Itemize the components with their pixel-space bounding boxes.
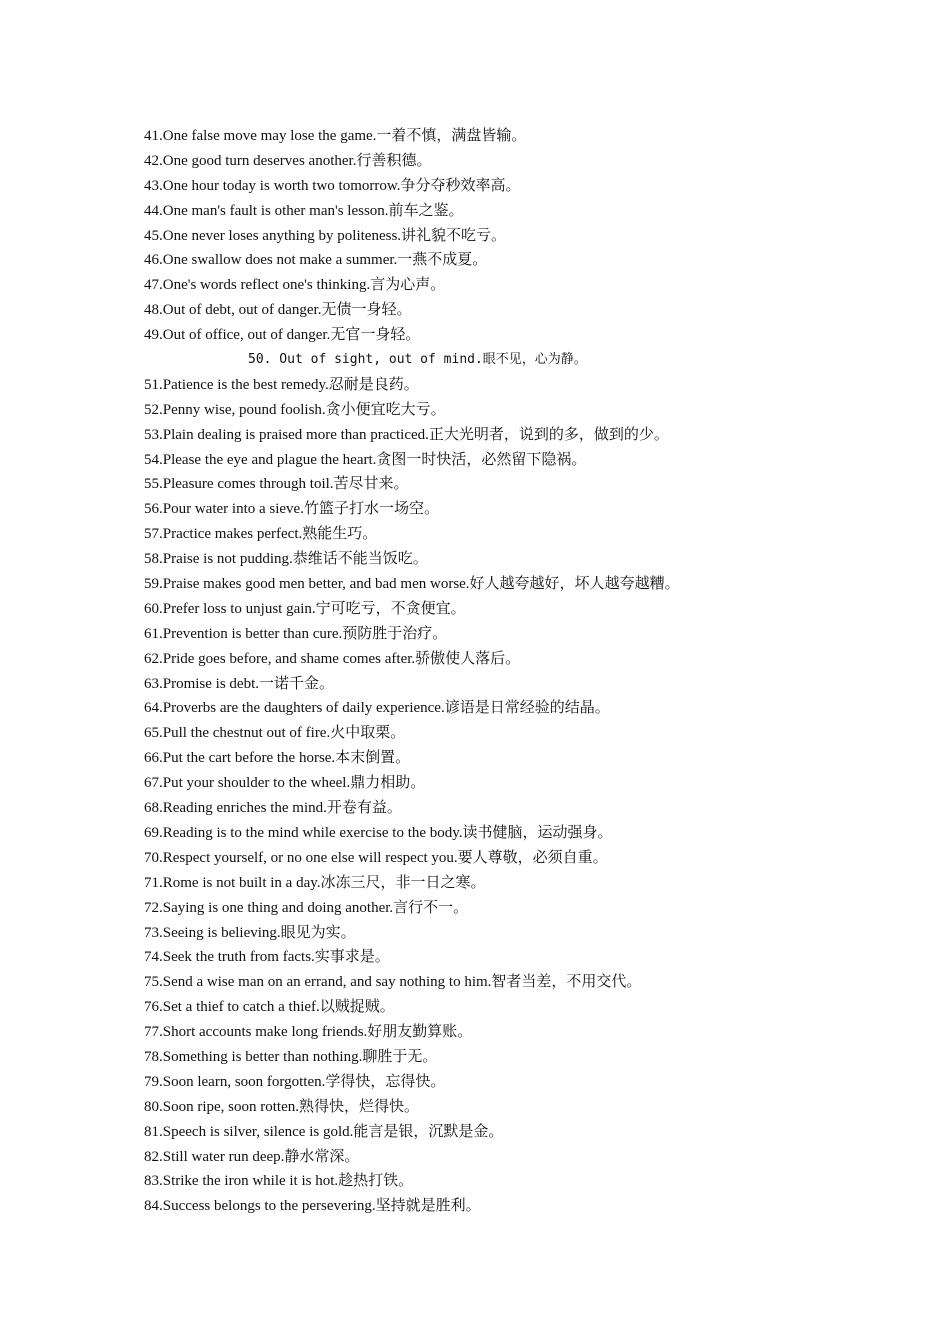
proverb-line: 58.Praise is not pudding.恭维话不能当饭吃。	[144, 551, 428, 568]
proverb-line: 56.Pour water into a sieve.竹篮子打水一场空。	[144, 501, 439, 518]
proverb-line: 62.Pride goes before, and shame comes after.骄傲使人落后。	[144, 650, 521, 667]
proverb-line: 83.Strike the iron while it is hot.趁热打铁。	[144, 1173, 414, 1190]
proverb-line: 49.Out of office, out of danger.无官一身轻。	[144, 327, 421, 344]
proverb-line: 69.Reading is to the mind while exercise to the body.读书健脑，运动强身。	[144, 824, 613, 841]
proverb-line: 73.Seeing is believing.眼见为实。	[144, 924, 356, 941]
proverb-line: 77.Short accounts make long friends.好朋友勤算账。	[144, 1024, 473, 1041]
proverb-line: 67.Put your shoulder to the wheel.鼎力相助。	[144, 775, 426, 792]
proverb-line: 81.Speech is silver, silence is gold.能言是银，沉默是金。	[144, 1123, 504, 1140]
proverb-line: 60.Prefer loss to unjust gain.宁可吃亏，不贪便宜。	[144, 600, 466, 617]
proverb-line: 70.Respect yourself, or no one else will respect you.要人尊敬，必须自重。	[144, 849, 608, 866]
proverb-line: 43.One hour today is worth two tomorrow.争分夺秒效率高。	[144, 177, 521, 194]
proverb-line: 78.Something is better than nothing.聊胜于无。	[144, 1048, 438, 1065]
proverb-line: 48.Out of debt, out of danger.无债一身轻。	[144, 302, 412, 319]
proverb-line: 61.Prevention is better than cure.预防胜于治疗。	[144, 625, 448, 642]
proverb-line: 82.Still water run deep.静水常深。	[144, 1148, 360, 1165]
proverb-line: 64.Proverbs are the daughters of daily experience.谚语是日常经验的结晶。	[144, 700, 610, 717]
proverb-line: 54.Please the eye and plague the heart.贪图一时快活，必然留下隐祸。	[144, 451, 587, 468]
proverb-line: 42.One good turn deserves another.行善积德。	[144, 152, 432, 169]
proverb-line: 74.Seek the truth from facts.实事求是。	[144, 949, 390, 966]
proverb-line: 79.Soon learn, soon forgotten.学得快，忘得快。	[144, 1073, 446, 1090]
proverb-line: 65.Pull the chestnut out of fire.火中取栗。	[144, 725, 406, 742]
proverb-line: 66.Put the cart before the horse.本末倒置。	[144, 750, 411, 767]
proverb-line: 59.Praise makes good men better, and bad men worse.好人越夸越好，坏人越夸越糟。	[144, 576, 680, 593]
proverb-line: 71.Rome is not built in a day.冰冻三尺，非一日之寒。	[144, 874, 486, 891]
proverb-line: 47.One's words reflect one's thinking.言为心声。	[144, 277, 446, 294]
proverb-line: 57.Practice makes perfect.熟能生巧。	[144, 526, 378, 543]
proverb-line: 84.Success belongs to the persevering.坚持就是胜利。	[144, 1198, 481, 1215]
proverb-line: 76.Set a thief to catch a thief.以贼捉贼。	[144, 999, 395, 1016]
proverb-list	[144, 124, 924, 1219]
proverb-line: 51.Patience is the best remedy.忍耐是良药。	[144, 376, 419, 393]
proverb-line: 44.One man's fault is other man's lesson.前车之鉴。	[144, 202, 464, 219]
proverb-line: 55.Pleasure comes through toil.苦尽甘来。	[144, 476, 409, 493]
proverb-line: 46.One swallow does not make a summer.一燕不成夏。	[144, 252, 488, 269]
proverb-line: 63.Promise is debt.一诺千金。	[144, 675, 334, 692]
proverb-line: 80.Soon ripe, soon rotten.熟得快，烂得快。	[144, 1098, 419, 1115]
proverb-line: 45.One never loses anything by politeness.讲礼貌不吃亏。	[144, 227, 507, 244]
proverb-line: 53.Plain dealing is praised more than practiced.正大光明者，说到的多，做到的少。	[144, 426, 669, 443]
proverb-line: 68.Reading enriches the mind.开卷有益。	[144, 800, 402, 817]
proverb-line: 72.Saying is one thing and doing another.言行不一。	[144, 899, 469, 916]
proverb-line: 52.Penny wise, pound foolish.贪小便宜吃大亏。	[144, 401, 446, 418]
proverb-line: 75.Send a wise man on an errand, and say nothing to him.智者当差，不用交代。	[144, 974, 642, 991]
proverb-line: 41.One false move may lose the game.一着不慎，满盘皆输。	[144, 128, 527, 144]
proverb-line: 50. Out of sight, out of mind.眼不见，心为静。	[248, 352, 587, 368]
